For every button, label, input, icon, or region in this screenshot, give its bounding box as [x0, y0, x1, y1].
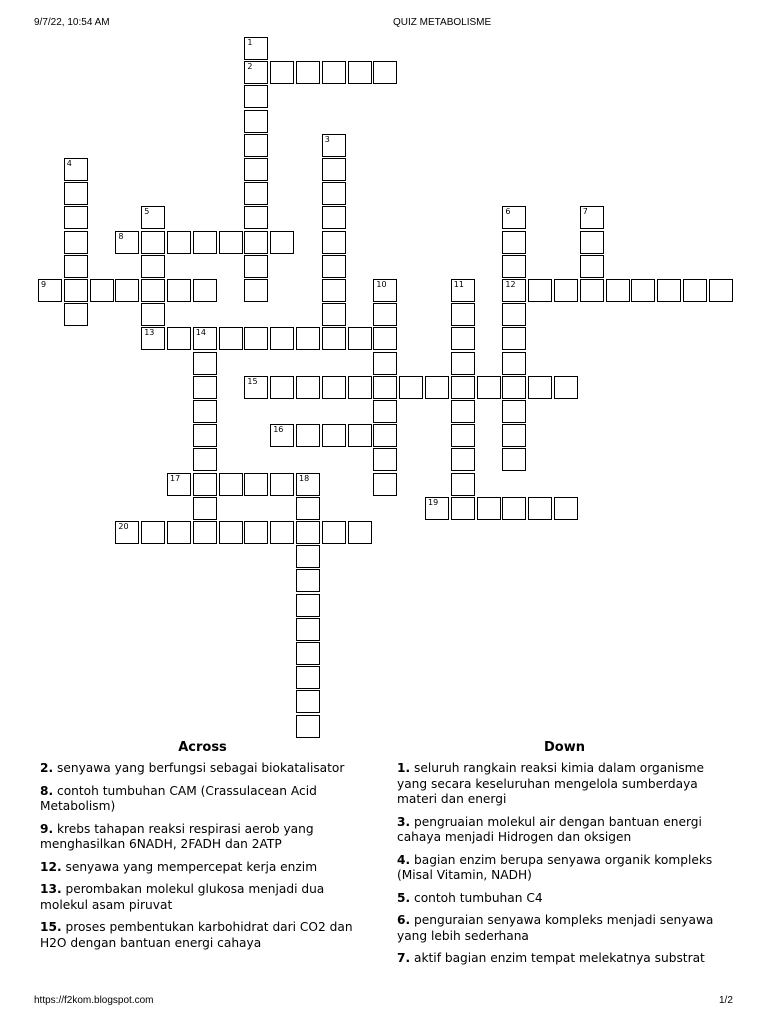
grid-cell[interactable] [244, 255, 268, 278]
grid-cell[interactable] [90, 279, 114, 302]
grid-cell[interactable] [373, 61, 397, 84]
grid-cell[interactable] [322, 231, 346, 254]
page-number: 1/2 [719, 995, 733, 1006]
grid-cell[interactable] [167, 327, 191, 350]
clue-number-label: 1 [247, 38, 253, 47]
grid-cell[interactable] [115, 231, 139, 254]
grid-cell[interactable] [270, 521, 294, 544]
grid-cell[interactable] [477, 376, 501, 399]
grid-cell[interactable] [709, 279, 733, 302]
grid-cell[interactable] [322, 327, 346, 350]
grid-cell[interactable] [373, 376, 397, 399]
down-clue [397, 853, 732, 884]
clue-number: 3. [397, 814, 411, 829]
across-clue [40, 860, 365, 876]
clue-text: penguraian senyawa kompleks menjadi senyawa yang lebih sederhana [397, 913, 714, 943]
clue-number: 8. [40, 783, 54, 798]
grid-cell[interactable] [219, 473, 243, 496]
grid-cell[interactable] [296, 61, 320, 84]
across-clues [40, 740, 365, 958]
clue-text: senyawa yang mempercepat kerja enzim [65, 859, 318, 874]
grid-cell[interactable] [167, 473, 191, 496]
grid-cell[interactable] [296, 618, 320, 641]
grid-cell[interactable] [270, 231, 294, 254]
clue-number-label: 4 [66, 159, 72, 168]
grid-cell[interactable] [322, 158, 346, 181]
grid-cell[interactable] [193, 376, 217, 399]
grid-cell[interactable] [502, 303, 526, 326]
clue-number-label: 8 [118, 231, 124, 241]
grid-cell[interactable] [244, 61, 268, 84]
grid-cell[interactable] [683, 279, 707, 302]
clue-text: bagian enzim berupa senyawa organik kompleks (Misal Vitamin, NADH) [397, 852, 713, 882]
grid-cell[interactable] [296, 594, 320, 617]
grid-cell[interactable] [322, 521, 346, 544]
grid-cell[interactable] [64, 279, 88, 302]
grid-cell[interactable] [296, 376, 320, 399]
grid-cell[interactable] [322, 206, 346, 229]
grid-cell[interactable] [296, 424, 320, 447]
down-clue [397, 761, 732, 808]
clue-text: krebs tahapan reaksi respirasi aerob yang menghasilkan 6NADH, 2FADH dan 2ATP [40, 821, 314, 851]
grid-cell[interactable] [477, 497, 501, 520]
clue-number-label: 13 [144, 328, 155, 338]
clue-number-label: 16 [273, 425, 284, 435]
grid-cell[interactable] [193, 231, 217, 254]
grid-cell[interactable] [322, 182, 346, 205]
down-clue [397, 815, 732, 846]
grid-cell[interactable] [451, 376, 475, 399]
grid-cell[interactable] [451, 448, 475, 471]
grid-cell[interactable] [244, 279, 268, 302]
clue-text: perombakan molekul glukosa menjadi dua molekul asam piruvat [40, 882, 325, 912]
grid-cell[interactable] [193, 424, 217, 447]
grid-cell[interactable] [115, 521, 139, 544]
grid-cell[interactable] [451, 327, 475, 350]
clue-number: 6. [397, 913, 411, 927]
grid-cell[interactable] [322, 279, 346, 302]
grid-cell[interactable] [167, 521, 191, 544]
down-clues [397, 740, 732, 974]
grid-cell[interactable] [322, 255, 346, 278]
grid-cell[interactable] [64, 255, 88, 278]
grid-cell[interactable] [115, 279, 139, 302]
grid-cell[interactable] [141, 206, 165, 229]
grid-cell[interactable] [141, 521, 165, 544]
grid-cell[interactable] [244, 158, 268, 181]
grid-cell[interactable] [451, 303, 475, 326]
clue-text: aktif bagian enzim tempat melekatnya substrat [414, 951, 705, 965]
clue-number-label: 11 [453, 280, 464, 289]
clue-number-label: 7 [582, 207, 588, 217]
grid-cell[interactable] [580, 279, 604, 302]
clue-number-label: 9 [41, 280, 47, 289]
grid-cell[interactable] [554, 497, 578, 520]
grid-cell[interactable] [193, 279, 217, 302]
clue-number-label: 2 [247, 62, 253, 72]
grid-cell[interactable] [451, 424, 475, 447]
grid-cell[interactable] [296, 642, 320, 665]
grid-cell[interactable] [348, 376, 372, 399]
across-heading: Across [178, 740, 227, 755]
grid-cell[interactable] [502, 376, 526, 399]
clue-text: contoh tumbuhan CAM (Crassulacean Acid Metabolism) [40, 783, 317, 813]
clue-number: 1. [397, 761, 411, 775]
grid-cell[interactable] [631, 279, 655, 302]
across-clue [40, 882, 365, 913]
grid-cell[interactable] [502, 255, 526, 278]
footer-url: https://f2kom.blogspot.com [34, 995, 154, 1006]
grid-cell[interactable] [373, 424, 397, 447]
clue-text: proses pembentukan karbohidrat dari CO2 dan H2O dengan bantuan energi cahaya [40, 920, 353, 950]
grid-cell[interactable] [348, 424, 372, 447]
grid-cell[interactable] [244, 134, 268, 157]
grid-cell[interactable] [64, 231, 88, 254]
grid-cell[interactable] [219, 327, 243, 350]
grid-cell[interactable] [219, 521, 243, 544]
grid-cell[interactable] [244, 376, 268, 399]
clue-text: seluruh rangkain reaksi kimia dalam organisme yang secara keseluruhan mengelola sumberdaya materi dan energi [397, 761, 705, 806]
grid-cell[interactable] [141, 303, 165, 326]
grid-cell[interactable] [141, 327, 165, 350]
clue-text: senyawa yang berfungsi sebagai biokatalisator [57, 761, 345, 775]
grid-cell[interactable] [348, 327, 372, 350]
grid-cell[interactable] [38, 279, 62, 302]
grid-cell[interactable] [606, 279, 630, 302]
grid-cell[interactable] [244, 521, 268, 544]
clue-number-label: 15 [247, 376, 258, 386]
grid-cell[interactable] [502, 424, 526, 447]
grid-cell[interactable] [296, 545, 320, 568]
grid-cell[interactable] [296, 690, 320, 713]
down-clue [397, 913, 732, 944]
down-clue [397, 891, 732, 907]
grid-cell[interactable] [580, 231, 604, 254]
clue-text: pengruaian molekul air dengan bantuan energi cahaya menjadi Hidrogen dan oksigen [397, 814, 702, 844]
grid-cell[interactable] [502, 352, 526, 375]
grid-cell[interactable] [244, 206, 268, 229]
grid-cell[interactable] [451, 400, 475, 423]
grid-cell[interactable] [296, 473, 320, 496]
grid-cell[interactable] [270, 327, 294, 350]
clue-number: 5. [397, 890, 411, 905]
clue-number: 7. [397, 951, 411, 965]
clue-number-label: 10 [376, 280, 387, 289]
grid-cell[interactable] [502, 400, 526, 423]
across-clue [40, 761, 365, 777]
grid-cell[interactable] [193, 521, 217, 544]
grid-cell[interactable] [451, 473, 475, 496]
grid-cell[interactable] [244, 473, 268, 496]
grid-cell[interactable] [270, 424, 294, 447]
grid-cell[interactable] [141, 279, 165, 302]
grid-cell[interactable] [244, 85, 268, 108]
grid-cell[interactable] [270, 376, 294, 399]
grid-cell[interactable] [167, 279, 191, 302]
grid-cell[interactable] [244, 231, 268, 254]
down-heading: Down [544, 740, 585, 755]
grid-cell[interactable] [528, 497, 552, 520]
across-clue [40, 920, 365, 951]
grid-cell[interactable] [322, 61, 346, 84]
grid-cell[interactable] [399, 376, 423, 399]
grid-cell[interactable] [373, 303, 397, 326]
grid-cell[interactable] [425, 376, 449, 399]
grid-cell[interactable] [425, 497, 449, 520]
grid-cell[interactable] [322, 376, 346, 399]
clue-number: 4. [397, 852, 411, 867]
clue-number-label: 3 [324, 134, 330, 144]
grid-cell[interactable] [141, 231, 165, 254]
clue-number: 12. [40, 859, 62, 874]
grid-cell[interactable] [167, 231, 191, 254]
grid-cell[interactable] [348, 61, 372, 84]
clue-number-label: 17 [170, 473, 181, 483]
grid-cell[interactable] [502, 448, 526, 471]
grid-cell[interactable] [64, 303, 88, 326]
grid-cell[interactable] [193, 400, 217, 423]
grid-cell[interactable] [322, 424, 346, 447]
grid-cell[interactable] [244, 37, 268, 60]
grid-cell[interactable] [296, 521, 320, 544]
grid-cell[interactable] [193, 473, 217, 496]
grid-cell[interactable] [502, 279, 526, 302]
grid-cell[interactable] [296, 569, 320, 592]
grid-cell[interactable] [373, 448, 397, 471]
clue-text: contoh tumbuhan C4 [414, 890, 543, 905]
grid-cell[interactable] [244, 182, 268, 205]
grid-cell[interactable] [502, 231, 526, 254]
grid-cell[interactable] [373, 279, 397, 302]
clue-number-label: 18 [299, 473, 310, 483]
clue-number: 15. [40, 920, 62, 934]
clue-number: 9. [40, 821, 54, 836]
grid-cell[interactable] [580, 206, 604, 229]
grid-cell[interactable] [193, 352, 217, 375]
grid-cell[interactable] [580, 255, 604, 278]
grid-cell[interactable] [270, 61, 294, 84]
grid-cell[interactable] [64, 158, 88, 181]
grid-cell[interactable] [554, 376, 578, 399]
grid-cell[interactable] [373, 400, 397, 423]
clue-number: 13. [40, 882, 62, 896]
grid-cell[interactable] [296, 497, 320, 520]
grid-cell[interactable] [528, 376, 552, 399]
grid-cell[interactable] [244, 327, 268, 350]
down-clue [397, 951, 732, 967]
grid-cell[interactable] [373, 473, 397, 496]
grid-cell[interactable] [296, 327, 320, 350]
grid-cell[interactable] [451, 352, 475, 375]
grid-cell[interactable] [193, 497, 217, 520]
grid-cell[interactable] [373, 327, 397, 350]
clue-number-label: 5 [144, 207, 150, 217]
grid-cell[interactable] [193, 327, 217, 350]
grid-cell[interactable] [64, 206, 88, 229]
clue-number-label: 19 [428, 497, 439, 507]
grid-cell[interactable] [64, 182, 88, 205]
clue-number-label: 14 [195, 328, 206, 338]
grid-cell[interactable] [348, 521, 372, 544]
document-title: QUIZ METABOLISME [393, 17, 492, 28]
grid-cell[interactable] [219, 231, 243, 254]
clue-number-label: 12 [505, 280, 516, 289]
grid-cell[interactable] [193, 448, 217, 471]
print-timestamp: 9/7/22, 10:54 AM [34, 17, 110, 28]
across-clue [40, 784, 365, 815]
grid-cell[interactable] [502, 327, 526, 350]
grid-cell[interactable] [244, 110, 268, 133]
grid-cell[interactable] [322, 303, 346, 326]
grid-cell[interactable] [451, 279, 475, 302]
clue-number-label: 20 [118, 522, 129, 531]
grid-cell[interactable] [451, 497, 475, 520]
grid-cell[interactable] [373, 352, 397, 375]
clue-number-label: 6 [505, 207, 511, 217]
grid-cell[interactable] [270, 473, 294, 496]
clue-number: 2. [40, 761, 54, 775]
grid-cell[interactable] [141, 255, 165, 278]
grid-cell[interactable] [657, 279, 681, 302]
grid-cell[interactable] [528, 279, 552, 302]
grid-cell[interactable] [554, 279, 578, 302]
grid-cell[interactable] [322, 134, 346, 157]
across-clue [40, 822, 365, 853]
grid-cell[interactable] [296, 715, 320, 738]
grid-cell[interactable] [296, 666, 320, 689]
grid-cell[interactable] [502, 497, 526, 520]
grid-cell[interactable] [502, 206, 526, 229]
